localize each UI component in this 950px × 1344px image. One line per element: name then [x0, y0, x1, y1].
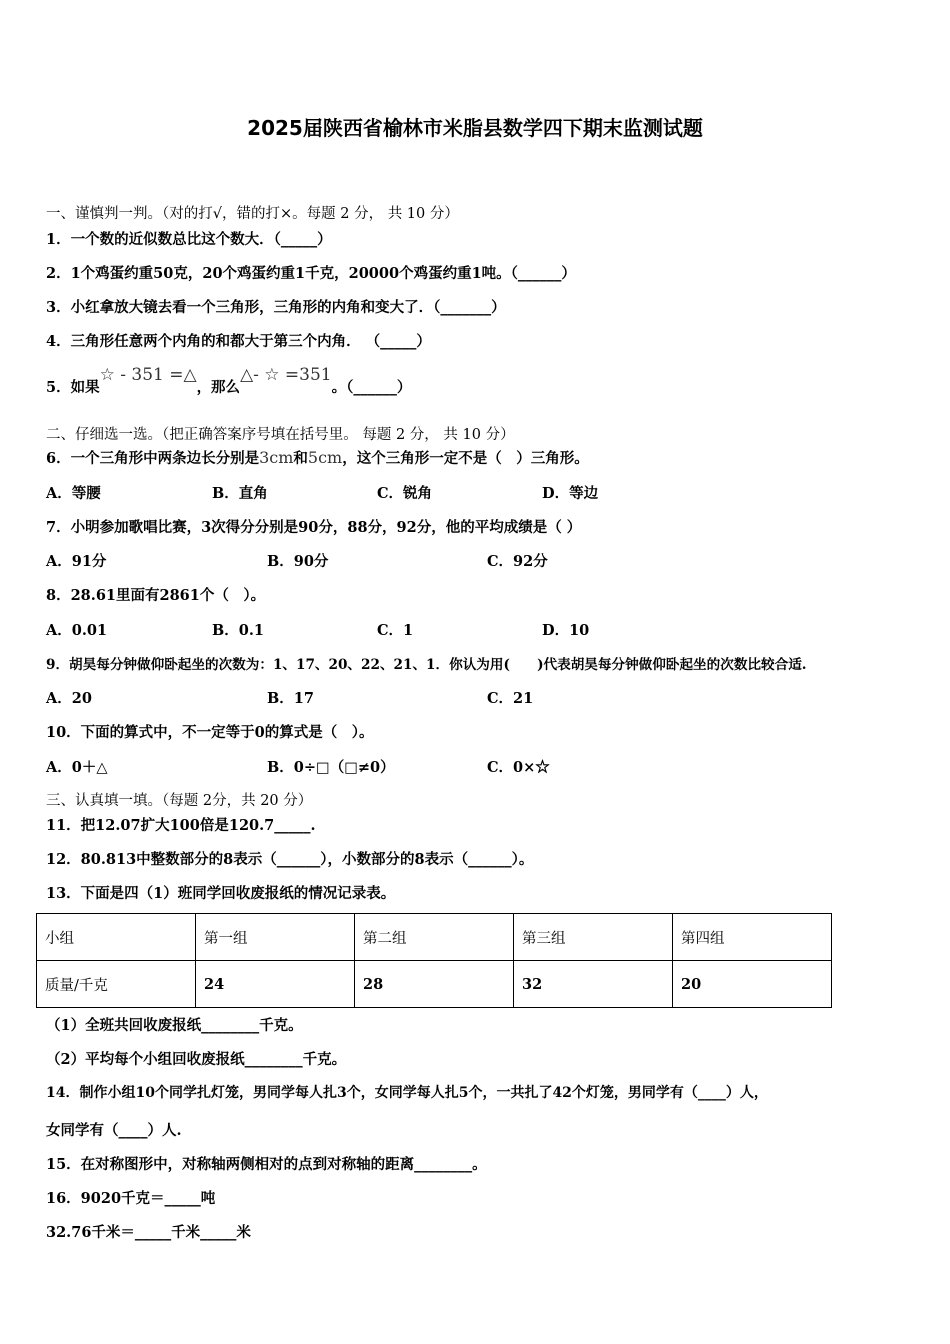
question-6-length-a: 3cm — [259, 448, 294, 467]
table-header-row — [37, 914, 832, 961]
table-row-label: 质量/千克 — [37, 961, 196, 1008]
question-4: 4．三角形任意两个内角的和都大于第三个内角． （_____） — [46, 333, 431, 350]
q9-option-b: B．17 — [267, 690, 314, 707]
table-header-cell: 第一组 — [196, 914, 355, 961]
table-header-cell: 第三组 — [514, 914, 673, 961]
section-heading-fill: 三、认真填一填。（每题 2分，共 20 分） — [46, 793, 313, 809]
section-heading-choice: 二、仔细选一选。（把正确答案序号填在括号里。 每题 2 分， 共 10 分） — [46, 427, 515, 443]
q8-option-c: C．1 — [377, 622, 414, 639]
question-16-line-2: 32.76千米＝_____千米_____米 — [46, 1224, 251, 1241]
question-5 — [46, 364, 412, 396]
q7-option-a: A．91分 — [46, 553, 107, 570]
question-6-length-b: 5cm — [307, 448, 343, 467]
question-7: 7．小明参加歌唱比赛，3次得分分别是90分，88分，92分，他的平均成绩是（ ） — [46, 519, 582, 536]
question-12: 12．80.813中整数部分的8表示（______），小数部分的8表示（______）。 — [46, 851, 534, 868]
question-14-line-1: 14．制作小组10个同学扎灯笼，男同学每人扎3个，女同学每人扎5个，一共扎了42个灯笼，男同学有（____）人， — [46, 1085, 768, 1101]
q7-option-c: C．92分 — [487, 553, 548, 570]
question-11: 11．把12.07扩大100倍是120.7_____. — [46, 817, 316, 834]
table-cell: 32 — [514, 961, 673, 1008]
question-5-prefix: 5．如果 — [46, 379, 100, 396]
question-13-part-2: （2）平均每个小组回收废报纸________千克。 — [46, 1051, 347, 1068]
q9-option-c: C．21 — [487, 690, 534, 707]
question-10: 10．下面的算式中，不一定等于0的算式是（ ）。 — [46, 724, 374, 741]
question-16-line-1: 16．9020千克＝_____吨 — [46, 1190, 216, 1207]
q8-option-a: A．0.01 — [46, 622, 108, 639]
question-6-mid: 和 — [293, 450, 308, 467]
q9-option-a: A．20 — [46, 690, 92, 707]
table-cell: 24 — [196, 961, 355, 1008]
question-5-suffix: 。（______） — [331, 379, 412, 396]
section-heading-judge: 一、谨慎判一判。（对的打√，错的打×。每题 2 分， 共 10 分） — [46, 206, 459, 222]
q8-option-b: B．0.1 — [212, 622, 264, 639]
q10-option-a: A．0＋△ — [46, 759, 108, 776]
page-title: 2025届陕西省榆林市米脂县数学四下期末监测试题 — [247, 116, 703, 140]
q8-option-d: D．10 — [542, 622, 590, 639]
question-2: 2．1个鸡蛋约重50克，20个鸡蛋约重1千克，20000个鸡蛋约重1吨。（______） — [46, 265, 576, 282]
question-6-prefix: 6．一个三角形中两条边长分别是 — [46, 450, 260, 467]
q7-option-b: B．90分 — [267, 553, 329, 570]
table-cell: 20 — [673, 961, 832, 1008]
q6-option-c: C．锐角 — [377, 485, 433, 502]
table-cell: 28 — [355, 961, 514, 1008]
table-header-cell: 第四组 — [673, 914, 832, 961]
q6-option-a: A．等腰 — [46, 485, 101, 502]
paper-record-table — [36, 913, 832, 1008]
q6-option-b: B．直角 — [212, 485, 268, 502]
question-3: 3．小红拿放大镜去看一个三角形，三角形的内角和变大了．（_______） — [46, 299, 506, 316]
question-5-mid: ，那么 — [196, 379, 241, 396]
question-6 — [46, 447, 589, 468]
q10-option-b: B．0÷□（□≠0） — [267, 759, 395, 776]
table-row — [37, 961, 832, 1008]
q6-option-d: D．等边 — [542, 485, 599, 502]
question-13: 13．下面是四（1）班同学回收废报纸的情况记录表。 — [46, 885, 396, 902]
question-13-part-1: （1）全班共回收废报纸________千克。 — [46, 1017, 303, 1034]
question-14-line-2: 女同学有（____）人. — [46, 1122, 182, 1139]
question-6-suffix: ，这个三角形一定不是（ ）三角形。 — [342, 450, 589, 467]
question-8: 8．28.61里面有2861个（ ）。 — [46, 587, 266, 604]
q10-option-c: C．0×☆ — [487, 759, 550, 776]
question-5-expression-2: △- ☆ =351 — [240, 365, 332, 385]
question-5-expression-1: ☆ - 351 =△ — [99, 365, 197, 385]
table-header-cell: 第二组 — [355, 914, 514, 961]
question-1: 1．一个数的近似数总比这个数大．（_____） — [46, 231, 332, 248]
question-15: 15．在对称图形中，对称轴两侧相对的点到对称轴的距离________。 — [46, 1156, 487, 1173]
table-header-cell: 小组 — [37, 914, 196, 961]
question-9: 9．胡昊每分钟做仰卧起坐的次数为：1、17、20、22、21、1．你认为用( )代表胡昊每分钟做仰卧起坐的次数比较合适. — [46, 657, 807, 673]
